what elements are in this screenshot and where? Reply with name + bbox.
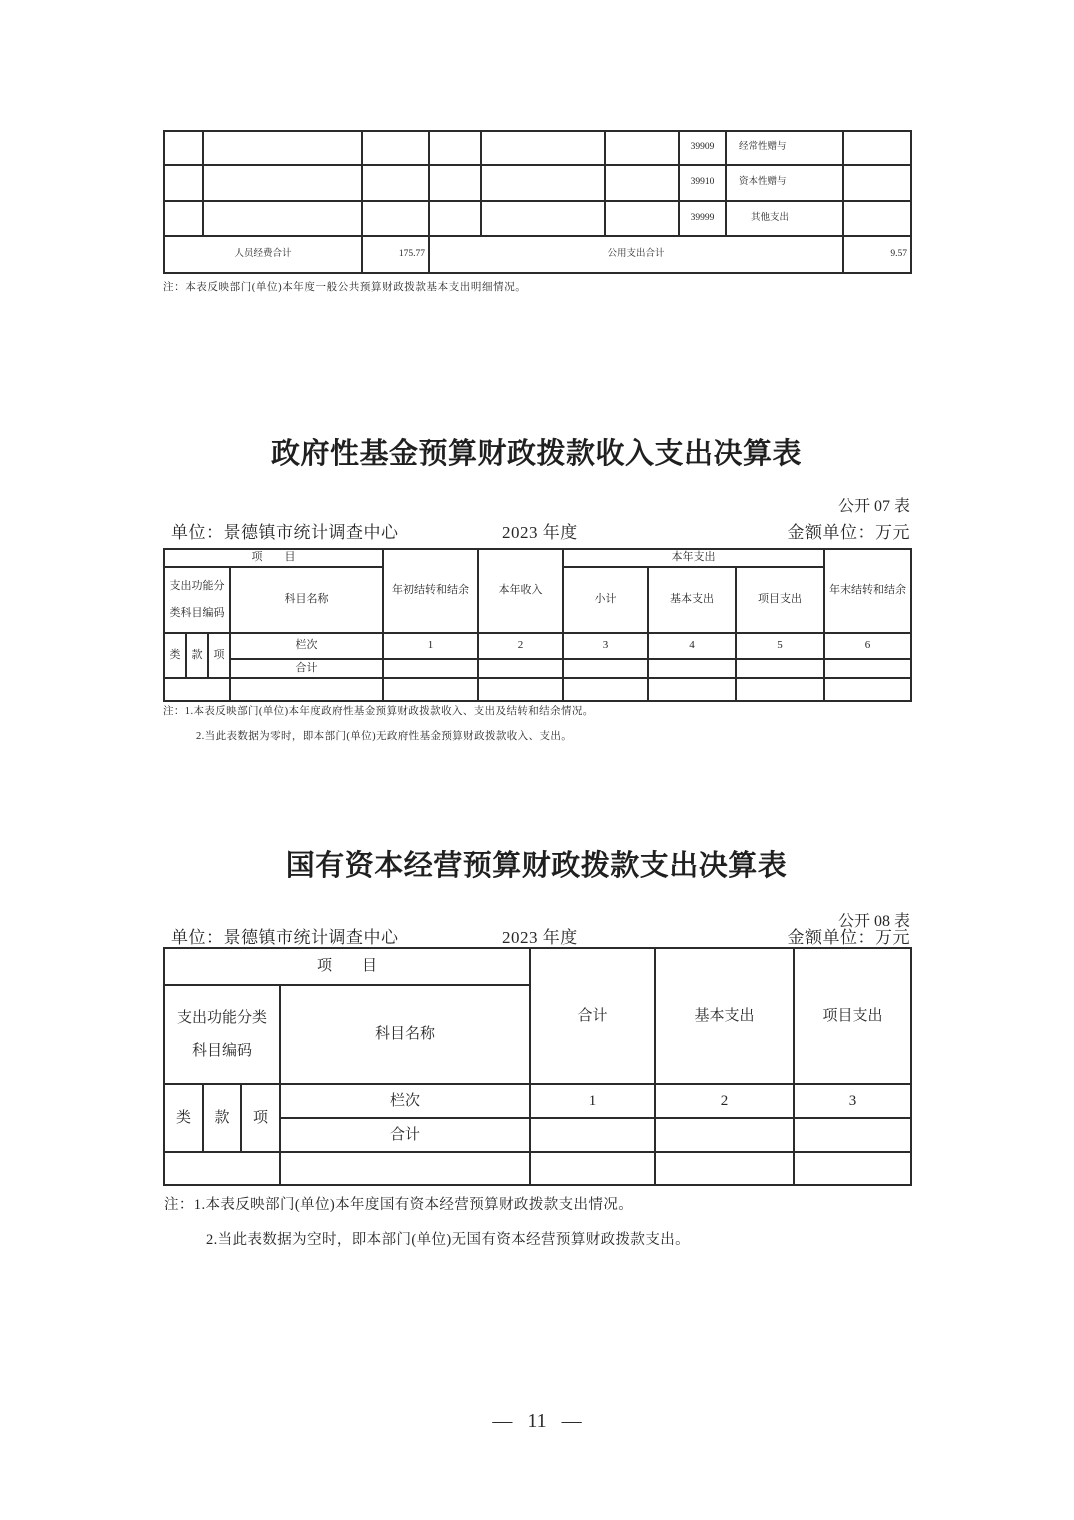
empty-cell [824,678,911,701]
public-total-value: 9.57 [843,236,911,273]
column-index: 4 [648,633,736,659]
economic-code-cell: 39909 [679,131,726,165]
column-index: 3 [794,1084,911,1118]
empty-cell [429,201,481,236]
table-row [164,165,911,201]
amount-unit: 金额单位：万元 [787,928,910,947]
empty-cell [605,201,679,236]
header-project: 项 目 [164,948,530,985]
state-capital-table-title: 国有资本经营预算财政拨款支出决算表 [285,850,788,882]
gov-fund-table-note-1: 注：1.本表反映部门(单位)本年度政府性基金预算财政拨款收入、支出及结转和结余情况。 [163,706,594,717]
empty-cell [362,165,429,201]
basic-expense-detail-table [163,130,912,274]
empty-cell [280,1152,530,1185]
table-row [164,131,911,165]
column-index-row [164,1084,911,1118]
page-number: — 11 — [492,1410,582,1432]
header-function-code-line1: 支出功能分 [169,580,225,592]
empty-cell [605,131,679,165]
empty-cell [164,678,230,701]
empty-cell [530,1152,655,1185]
empty-cell [362,131,429,165]
empty-cell [655,1118,794,1152]
empty-cell [563,659,648,678]
header-item: 项 [241,1084,280,1152]
header-function-code [164,567,230,633]
column-index: 2 [478,633,563,659]
empty-cell [481,165,605,201]
empty-cell [655,1152,794,1185]
empty-cell [736,678,824,701]
economic-name-cell: 经常性赠与 [726,131,843,165]
header-class: 类 [164,1084,203,1152]
empty-row [164,678,911,701]
empty-cell [478,678,563,701]
state-capital-table-number: 公开 08 表 [837,913,910,930]
empty-cell [164,201,203,236]
column-index: 3 [563,633,648,659]
header-year-expense-group: 本年支出 [563,549,824,567]
fiscal-year: 2023 年度 [502,928,578,947]
empty-cell [605,165,679,201]
column-index-label: 栏次 [280,1084,530,1118]
unit-name: 单位：景德镇市统计调查中心 [171,523,399,542]
column-index-label: 栏次 [230,633,383,659]
empty-cell [530,1118,655,1152]
basic-expense-table-note: 注：本表反映部门(单位)本年度一般公共预算财政拨款基本支出明细情况。 [163,282,527,293]
empty-cell [203,165,362,201]
header-subject-name: 科目名称 [280,985,530,1084]
header-function-code [164,985,280,1084]
empty-cell [843,201,911,236]
header-project-expense: 项目支出 [736,567,824,633]
empty-cell [794,1152,911,1185]
header-end-balance: 年末结转和结余 [824,549,911,633]
empty-cell [230,678,383,701]
table-row [164,201,911,236]
gov-fund-table-meta [163,518,910,540]
empty-cell [563,678,648,701]
header-class: 类 [164,633,186,678]
empty-cell [824,659,911,678]
header-section: 款 [203,1084,241,1152]
header-basic-expense: 基本支出 [648,567,736,633]
header-project: 项 目 [164,549,383,567]
empty-row [164,1152,911,1185]
header-subtotal: 小计 [563,567,648,633]
economic-code-cell: 39999 [679,201,726,236]
personnel-total-label: 人员经费合计 [164,236,362,273]
column-index: 1 [530,1084,655,1118]
column-index: 2 [655,1084,794,1118]
header-row [164,948,911,985]
economic-name-cell: 资本性赠与 [726,165,843,201]
state-capital-table-note-2: 2.当此表数据为空时，即本部门(单位)无国有资本经营预算财政拨款支出。 [206,1232,691,1248]
empty-cell [794,1118,911,1152]
empty-cell [203,201,362,236]
state-capital-table-note-1: 注：1.本表反映部门(单位)本年度国有资本经营预算财政拨款支出情况。 [164,1197,634,1213]
empty-cell [648,659,736,678]
header-function-code-line1: 支出功能分类 [176,1009,267,1026]
gov-fund-table-title: 政府性基金预算财政拨款收入支出决算表 [270,438,802,470]
state-capital-table-meta [163,923,910,945]
gov-fund-table-note-2: 2.当此表数据为零时，即本部门(单位)无政府性基金预算财政拨款收入、支出。 [196,731,573,742]
empty-cell [478,659,563,678]
empty-cell [648,678,736,701]
empty-cell [203,131,362,165]
header-item: 项 [208,633,230,678]
empty-cell [429,131,481,165]
total-row [164,659,911,678]
empty-cell [164,1152,280,1185]
economic-name-cell: 其他支出 [726,201,843,236]
column-index-row [164,633,911,659]
empty-cell [362,201,429,236]
empty-cell [481,201,605,236]
empty-cell [843,165,911,201]
empty-cell [429,165,481,201]
column-index: 6 [824,633,911,659]
header-function-code-line2: 科目编码 [191,1042,252,1059]
column-index: 1 [383,633,478,659]
header-subject-name: 科目名称 [230,567,383,633]
column-index: 5 [736,633,824,659]
header-row [164,549,911,567]
total-label: 合计 [230,659,383,678]
empty-cell [481,131,605,165]
state-capital-budget-table [163,947,912,1186]
empty-cell [736,659,824,678]
empty-cell [383,659,478,678]
empty-cell [383,678,478,701]
header-total: 合计 [530,948,655,1084]
gov-fund-table-number: 公开 07 表 [837,498,910,515]
personnel-total-value: 175.77 [362,236,429,273]
empty-cell [164,165,203,201]
public-total-label: 公用支出合计 [429,236,843,273]
header-project-expense: 项目支出 [794,948,911,1084]
total-label: 合计 [280,1118,530,1152]
economic-code-cell: 39910 [679,165,726,201]
amount-unit: 金额单位：万元 [787,523,910,542]
header-basic-expense: 基本支出 [655,948,794,1084]
header-function-code-line2: 类科目编码 [169,607,225,619]
header-begin-balance: 年初结转和结余 [383,549,478,633]
empty-cell [843,131,911,165]
empty-cell [164,131,203,165]
totals-row [164,236,911,273]
header-section: 款 [186,633,208,678]
gov-fund-budget-table [163,548,912,702]
header-year-income: 本年收入 [478,549,563,633]
unit-name: 单位：景德镇市统计调查中心 [171,928,399,947]
fiscal-year: 2023 年度 [502,523,578,542]
